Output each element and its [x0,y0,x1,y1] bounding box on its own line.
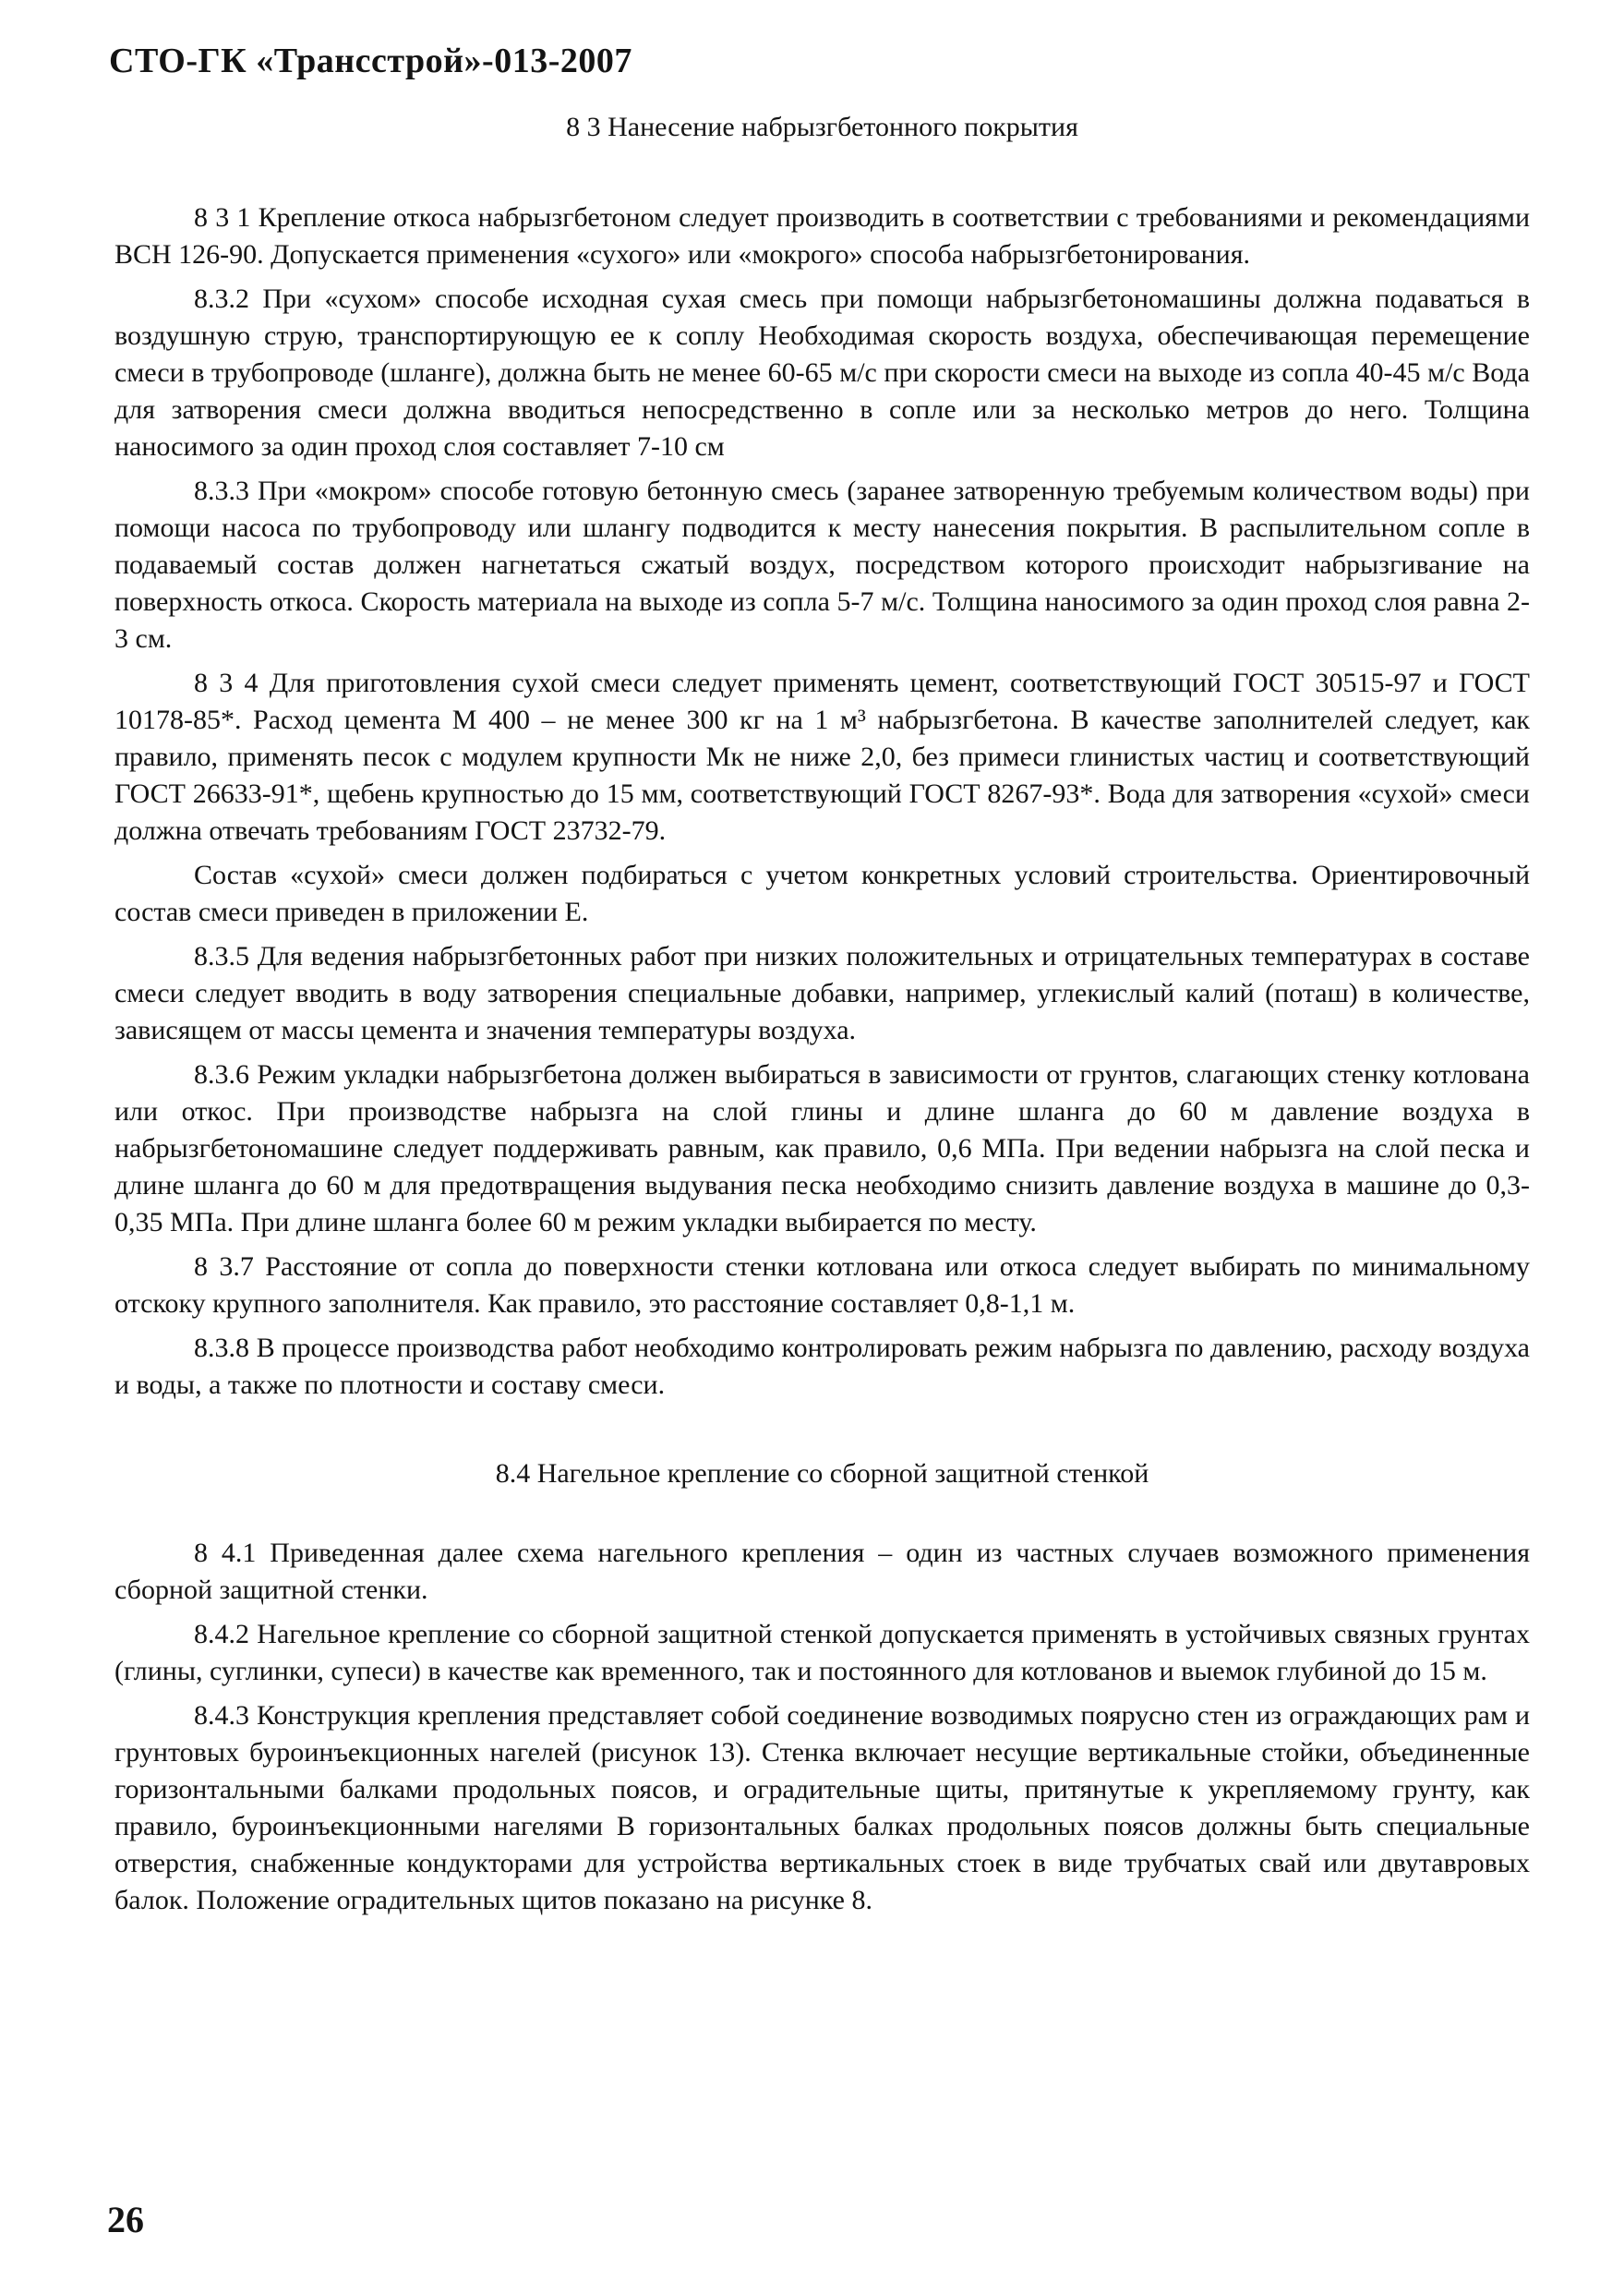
paragraph-8-3-2: 8.3.2 При «сухом» способе исходная сухая смесь при помощи набрызгбетономашины должна подаваться в воздушную струю, транспортирующую ее к соплу Необходимая скорость воздуха, обеспечивающая перемещение смеси в трубопроводе (шланге), должна быть не менее 60-65 м/с при скорости смеси на выходе из сопла 40-45 м/с Вода для затворения смеси должна вводиться непосредственно в сопле или за несколько метров до него. Толщина наносимого за один проход слоя составляет 7-10 см [114,284,1530,462]
page-content [114,109,1530,1926]
paragraph-8-3-8: 8.3.8 В процессе производства работ необходимо контролировать режим набрызга по давлению, расходу воздуха и воды, а также по плотности и составу смеси. [114,1333,1530,1400]
paragraph-8-3-4: 8 3 4 Для приготовления сухой смеси следует применять цемент, соответствующий ГОСТ 30515-97 и ГОСТ 10178-85*. Расход цемента М 400 – не менее 300 кг на 1 м³ набрызгбетона. В качестве заполнителей следует, как правило, применять песок с модулем крупности Мк не ниже 2,0, без примеси глинистых частиц и соответствующий ГОСТ 26633-91*, щебень крупностью до 15 мм, соответствующий ГОСТ 8267-93*. Вода для затворения «сухой» смеси должна отвечать требованиям ГОСТ 23732-79. [114,668,1530,846]
document-code-header: СТО-ГК «Трансстрой»-013-2007 [109,42,632,80]
paragraph-8-3-5: 8.3.5 Для ведения набрызгбетонных работ при низких положительных и отрицательных температурах в составе смеси следует вводить в воду затворения специальные добавки, например, углекислый калий (поташ) в количестве, зависящем от массы цемента и значения температуры воздуха. [114,941,1530,1045]
page-number: 26 [107,2199,144,2240]
paragraph-8-4-3: 8.4.3 Конструкция крепления представляет собой соединение возводимых поярусно стен из ограждающих рам и грунтовых буроинъекционных нагелей (рисунок 13). Стенка включает несущие вертикальные стойки, объединенные горизонтальными балками продольных поясов, и оградительные щиты, притянутые к укрепляемому грунту, как правило, буроинъекционными нагелями В горизонтальных балках продольных поясов должны быть специальные отверстия, снабженные кондукторами для устройства вертикальных стоек в виде трубчатых свай или двутавровых балок. Положение оградительных щитов показано на рисунке 8. [114,1700,1530,1915]
paragraph-dry-mix-composition: Состав «сухой» смеси должен подбираться с учетом конкретных условий строительства. Ориентировочный состав смеси приведен в приложении Е. [114,860,1530,927]
paragraph-8-4-1: 8 4.1 Приведенная далее схема нагельного крепления – один из частных случаев возможного применения сборной защитной стенки. [114,1538,1530,1605]
section-title-8-3: 8 3 Нанесение набрызгбетонного покрытия [566,112,1078,142]
paragraph-8-4-2: 8.4.2 Нагельное крепление со сборной защитной стенкой допускается применять в устойчивых связных грунтах (глины, суглинки, супеси) в качестве как временного, так и постоянного для котлованов и выемок глубиной до 15 м. [114,1619,1530,1686]
paragraph-8-3-3: 8.3.3 При «мокром» способе готовую бетонную смесь (заранее затворенную требуемым количеством воды) при помощи насоса по трубопроводу или шлангу подводится к месту нанесения покрытия. В распылительном сопле в подаваемый состав должен нагнетаться сжатый воздух, посредством которого происходит набрызгивание на поверхность откоса. Скорость материала на выходе из сопла 5-7 м/с. Толщина наносимого за один проход слоя равна 2-3 см. [114,476,1530,654]
paragraph-8-3-1: 8 3 1 Крепление откоса набрызгбетоном следует производить в соответствии с требованиями и рекомендациями ВСН 126-90. Допускается применения «сухого» или «мокрого» способа набрызгбетонирования. [114,202,1530,270]
paragraph-8-3-6: 8.3.6 Режим укладки набрызгбетона должен выбираться в зависимости от грунтов, слагающих стенку котлована или откос. При производстве набрызга на слой глины и длине шланга до 60 м давление воздуха в набрызгбетономашине следует поддерживать равным, как правило, 0,6 МПа. При ведении набрызга на слой песка и длине шланга до 60 м для предотвращения выдувания песка необходимо снизить давление воздуха в машине до 0,3-0,35 МПа. При длине шланга более 60 м режим укладки выбирается по месту. [114,1059,1530,1237]
paragraph-8-3-7: 8 3.7 Расстояние от сопла до поверхности стенки котлована или откоса следует выбирать по минимальному отскоку крупного заполнителя. Как правило, это расстояние составляет 0,8-1,1 м. [114,1251,1530,1319]
section-title-8-4: 8.4 Нагельное крепление со сборной защитной стенкой [495,1458,1149,1489]
